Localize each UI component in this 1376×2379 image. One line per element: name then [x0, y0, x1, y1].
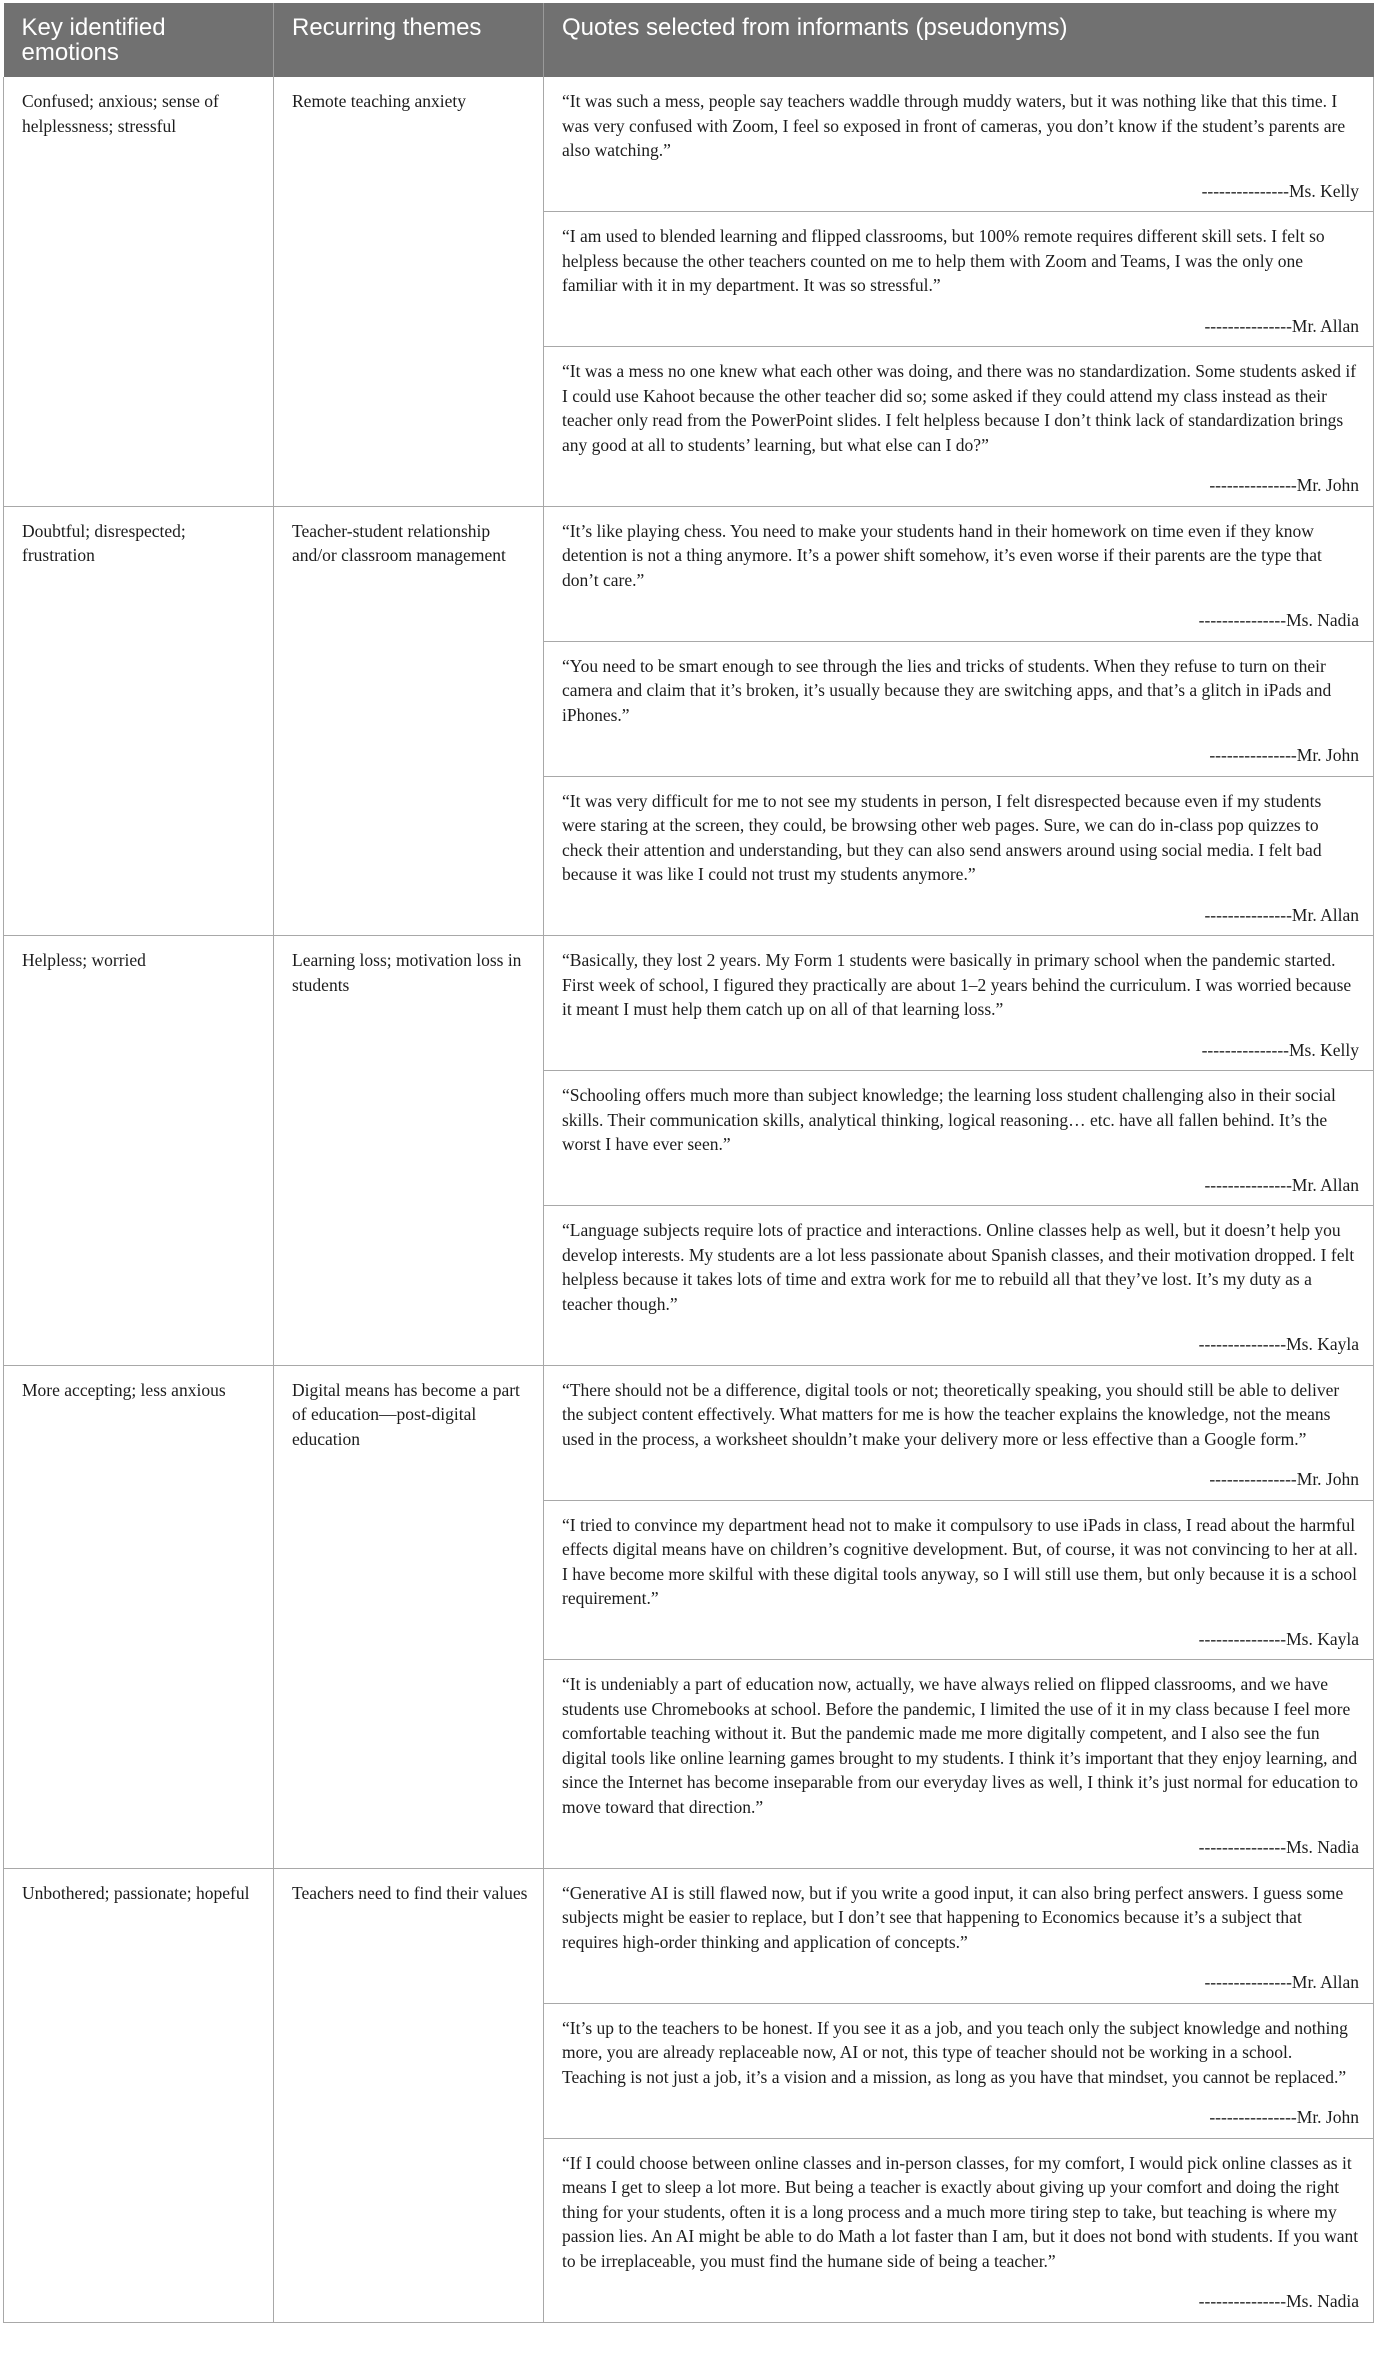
table-row [4, 506, 1374, 936]
quote-text: “There should not be a difference, digital tools or not; theoretically speaking, you should still be able to deliver the subject content effectively. What matters for me is how the teacher explains the knowledge, not the means used in the process, a worksheet shouldn’t make your delivery more or less effective than a Google form.” [562, 1379, 1340, 1449]
quote-block [544, 2139, 1373, 2322]
quote-block [544, 1071, 1373, 1206]
quote-block [544, 1366, 1373, 1501]
quote-attribution: ---------------Mr. John [1209, 2107, 1359, 2127]
quote-attribution: ---------------Ms. Kayla [1198, 1628, 1359, 1649]
quote-block [544, 777, 1373, 936]
quote-text: “It is undeniably a part of education now, actually, we have always relied on flipped classrooms, and we have students use Chromebooks at school. Before the pandemic, I limited the use of it in my class because I feel more comfortable teaching without it. But the pandemic made me more digitally competent, and I also see the fun digital tools like online learning games brought to my students. I think it’s important that they enjoy learning, and since the Internet has become inseparable from our everyday lives as well, I think it’s just normal for education to move toward that direction.” [562, 1674, 1359, 1817]
theme-cell: Teacher-student relationship and/or classroom management [274, 506, 544, 936]
emotions-cell: More accepting; less anxious [4, 1365, 274, 1868]
quote-text: “I tried to convince my department head not to make it compulsory to use iPads in class, I read about the harmful effects digital means have on children’s cognitive development. But, of course, it was not convincing to her at all. I have become more skilful with these digital tools anyway, so I will still use them, but only because it is a school requirement.” [562, 1514, 1358, 1608]
quote-block [544, 1869, 1373, 2004]
quote-block [544, 347, 1373, 506]
quote-block [544, 1660, 1373, 1868]
quote-text: “It was very difficult for me to not see my students in person, I felt disrespected because even if my students were staring at the screen, they could, be browsing other web pages. Sure, we can do in-class pop quizzes to check their attention and understanding, but they can also send answers around using social media. I felt bad because it was like I could not trust my students anymore.” [562, 790, 1322, 884]
quote-text: “It’s up to the teachers to be honest. If you see it as a job, and you teach only the subject knowledge and nothing more, you are already replaceable now, AI or not, this type of teacher should not be working in a school. Teaching is not just a job, it’s a vision and a mission, as long as you have that mindset, you cannot be replaced.” [562, 2017, 1348, 2087]
quote-block [544, 507, 1373, 642]
emotions-cell: Unbothered; passionate; hopeful [4, 1868, 274, 2322]
quote-block [544, 1501, 1373, 1661]
quote-text: “It was such a mess, people say teachers waddle through muddy waters, but it was nothing like that this time. I was very confused with Zoom, I feel so exposed in front of cameras, you don’t know if the student’s parents are also watching.” [562, 91, 1346, 160]
quote-attribution: ---------------Ms. Nadia [1198, 1837, 1359, 1857]
quote-block [544, 2004, 1373, 2139]
header-recurring-themes: Recurring themes [274, 3, 544, 77]
quote-block [544, 212, 1373, 347]
theme-cell: Remote teaching anxiety [274, 77, 544, 506]
table-row [4, 936, 1374, 1366]
quote-attribution: ---------------Ms. Kelly [1201, 180, 1359, 201]
quote-text: “If I could choose between online classes and in-person classes, for my comfort, I would pick online classes as it means I get to sleep a lot more. But being a teacher is exactly about giving up your comfort and doing the right thing for your students, often it is a long process and a much more tiring step to take, but teaching is where my passion lies. An AI might be able to do Math a lot faster than I am, but it does not bond with students. If you want to be irreplaceable, you must find the humane side of being a teacher.” [562, 2152, 1359, 2271]
quote-attribution: ---------------Mr. Allan [1204, 904, 1359, 925]
quotes-cell [544, 936, 1374, 1366]
quotes-cell [544, 77, 1374, 506]
header-quotes: Quotes selected from informants (pseudonyms) [544, 3, 1374, 77]
quote-text: “It was a mess no one knew what each other was doing, and there was no standardization. Some students asked if I could use Kahoot because the other teacher did so; some asked if they could attend my class instead as their teacher only read from the PowerPoint slides. I felt helpless because I don’t think lack of standardization brings any good at all to students’ learning, but what else can I do?” [562, 361, 1357, 455]
quote-attribution: ---------------Ms. Nadia [1198, 610, 1359, 630]
quote-attribution: ---------------Mr. Allan [1204, 315, 1359, 336]
emotions-cell: Doubtful; disrespected; frustration [4, 506, 274, 936]
quote-attribution: ---------------Mr. John [1209, 745, 1359, 765]
emotions-themes-table [3, 3, 1374, 2323]
table-header-row [4, 3, 1374, 77]
quote-text: “Language subjects require lots of practice and interactions. Online classes help as well, but it doesn’t help you develop interests. My students are a lot less passionate about Spanish classes, and their motivation dropped. I felt helpless because it takes lots of time and extra work for me to rebuild all that they’ve lost. It’s my duty as a teacher though.” [562, 1220, 1355, 1314]
quotes-cell [544, 1868, 1374, 2322]
quotes-cell [544, 1365, 1374, 1868]
quote-text: “It’s like playing chess. You need to make your students hand in their homework on time even if they know detention is not a thing anymore. It’s a power shift somehow, it’s even worse if their parents are the type that don’t care.” [562, 520, 1322, 590]
quote-text: “You need to be smart enough to see through the lies and tricks of students. When they refuse to turn on their camera and claim that it’s broken, it’s usually because they are switching apps, and that’s a glitch in iPads and iPhones.” [562, 655, 1332, 725]
quote-attribution: ---------------Ms. Nadia [1198, 2291, 1359, 2311]
quote-attribution: ---------------Mr. John [1209, 1469, 1359, 1489]
quote-attribution: ---------------Ms. Kayla [1198, 1334, 1359, 1354]
quote-attribution: ---------------Mr. John [1209, 475, 1359, 495]
quote-text: “I am used to blended learning and flipped classrooms, but 100% remote requires different skill sets. I felt so helpless because the other teachers counted on me to help them with Zoom and Teams, I was the only one familiar with it in my department. It was so stressful.” [562, 226, 1325, 295]
table-body [4, 77, 1374, 2322]
table-row [4, 1868, 1374, 2322]
quote-block [544, 1206, 1373, 1365]
emotions-cell: Confused; anxious; sense of helplessness; stressful [4, 77, 274, 506]
quotes-cell [544, 506, 1374, 936]
quote-block [544, 936, 1373, 1071]
header-key-emotions: Key identified emotions [4, 3, 274, 77]
quote-attribution: ---------------Mr. Allan [1204, 1972, 1359, 1992]
quote-attribution: ---------------Ms. Kelly [1201, 1039, 1359, 1060]
theme-cell: Digital means has become a part of education—post-digital education [274, 1365, 544, 1868]
theme-cell: Learning loss; motivation loss in students [274, 936, 544, 1366]
quote-text: “Generative AI is still flawed now, but if you write a good input, it can also bring perfect answers. I guess some subjects might be easier to replace, but I don’t see that happening to Economics because it’s a subject that requires high-order thinking and application of concepts.” [562, 1882, 1344, 1952]
quote-block [544, 77, 1373, 212]
table-row [4, 77, 1374, 506]
table-row [4, 1365, 1374, 1868]
quote-text: “Basically, they lost 2 years. My Form 1 students were basically in primary school when the pandemic started. First week of school, I figured they practically are about 1–2 years behind the curriculum. I was worried because it meant I must help them catch up on all of that learning loss.” [562, 950, 1352, 1019]
quote-attribution: ---------------Mr. Allan [1204, 1174, 1359, 1195]
emotions-cell: Helpless; worried [4, 936, 274, 1366]
quote-block [544, 642, 1373, 777]
quote-text: “Schooling offers much more than subject knowledge; the learning loss student challenging also in their social skills. Their communication skills, analytical thinking, logical reasoning… etc. have all fallen behind. It’s the worst I have ever seen.” [562, 1085, 1336, 1154]
theme-cell: Teachers need to find their values [274, 1868, 544, 2322]
